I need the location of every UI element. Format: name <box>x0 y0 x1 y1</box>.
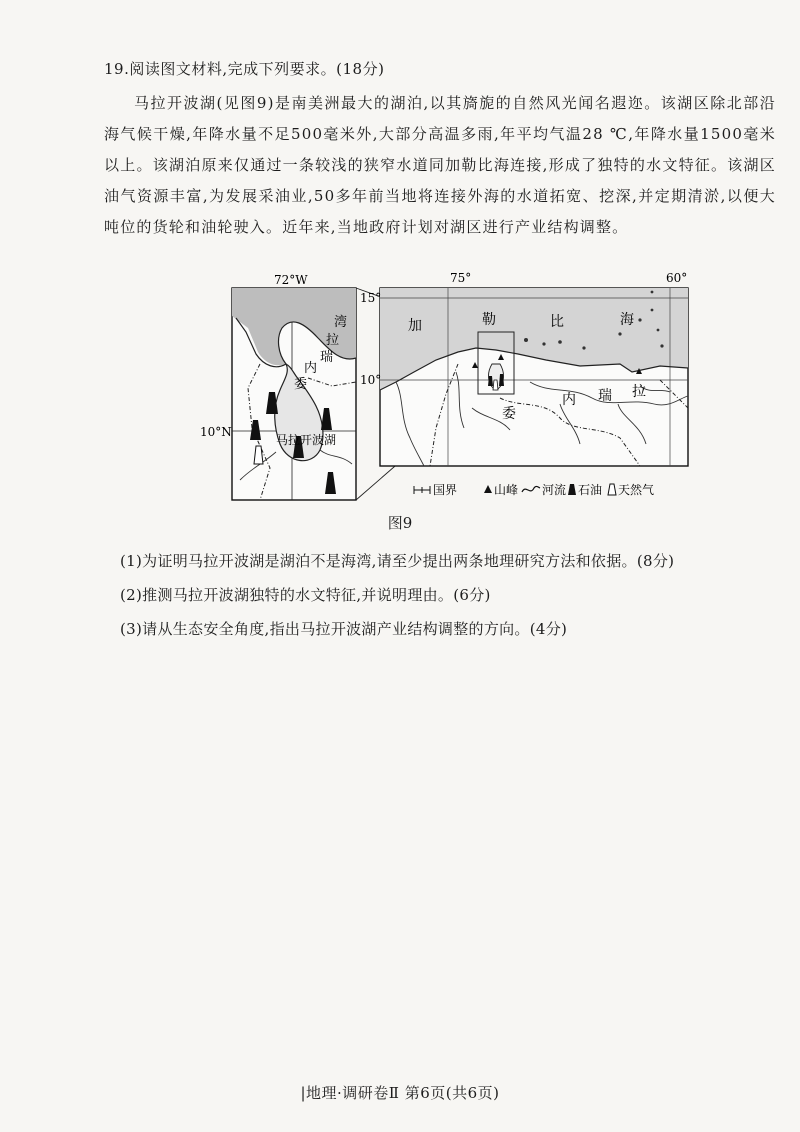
sea-char-2: 勒 <box>482 312 496 328</box>
subquestion-1: (1)为证明马拉开波湖是湖泊不是海湾,请至少提出两条地理研究方法和依据。(8分) <box>120 552 675 570</box>
legend-border: 国界 <box>433 483 458 497</box>
legend-gas: 天然气 <box>618 483 655 497</box>
subquestion-2: (2)推测马拉开波湖独特的水文特征,并说明理由。(6分) <box>120 586 491 604</box>
gulf-char-2: 拉 <box>326 333 340 348</box>
question-title: 19.阅读图文材料,完成下列要求。(18分) <box>104 60 385 78</box>
legend-peak: 山峰 <box>494 483 519 497</box>
question-paragraph: 马拉开波湖(见图9)是南美洲最大的湖泊,以其旖旎的自然风光闻名遐迩。该湖区除北部沿海气候干燥,年降水量不足500毫米外,大部分高温多雨,年平均气温28 ℃,年降水量1500毫米以上。该湖泊原来仅通过一条较浅的狭窄水道同加勒比海连接,形成了独特的水文特征。该湖区油气资源丰富,为发展采油业,50多年前当地将连接外海的水道拓宽、挖深,并定期清淤,以便大吨位的货轮和油轮驶入。近年来,当地政府计划对湖区进行产业结构调整。 <box>104 94 776 236</box>
figure-9-maps <box>200 268 700 508</box>
sea-char-1: 加 <box>408 318 422 334</box>
legend-oil: 石油 <box>578 483 603 497</box>
lake-label: 马拉开波湖 <box>276 433 337 447</box>
country-char-2: 内 <box>562 392 576 408</box>
subquestion-3: (3)请从生态安全角度,指出马拉开波湖产业结构调整的方向。(4分) <box>120 620 568 638</box>
country-char-4: 拉 <box>632 384 646 400</box>
country-char-1: 委 <box>502 406 516 422</box>
left-inset-map <box>200 273 356 500</box>
legend-river-icon <box>522 486 540 492</box>
sea-char-3: 比 <box>550 314 564 330</box>
gulf-char-5: 委 <box>294 377 308 392</box>
lon-label-60: 60° <box>666 271 688 285</box>
lat-label-15: 15° <box>360 291 382 305</box>
lon-label-75: 75° <box>450 271 472 285</box>
legend-border-icon <box>414 486 430 494</box>
lat-label-10n: 10°N <box>200 425 232 439</box>
gulf-char-3: 瑞 <box>320 350 334 365</box>
map-legend <box>414 482 654 497</box>
page-footer: |地理·调研卷Ⅱ 第6页(共6页) <box>300 1084 500 1102</box>
gulf-char-1: 湾 <box>334 315 348 330</box>
lat-label-10: 10° <box>360 373 382 387</box>
lon-label-72w: 72°W <box>274 273 308 287</box>
country-char-3: 瑞 <box>598 388 612 404</box>
legend-oil-icon <box>568 484 576 495</box>
gulf-char-4: 内 <box>304 361 318 376</box>
figure-caption: 图9 <box>387 514 413 532</box>
legend-gas-icon <box>608 484 616 495</box>
right-main-map <box>360 271 688 466</box>
legend-peak-icon <box>484 485 492 493</box>
legend-river: 河流 <box>542 483 567 497</box>
sea-char-4: 海 <box>620 312 634 328</box>
